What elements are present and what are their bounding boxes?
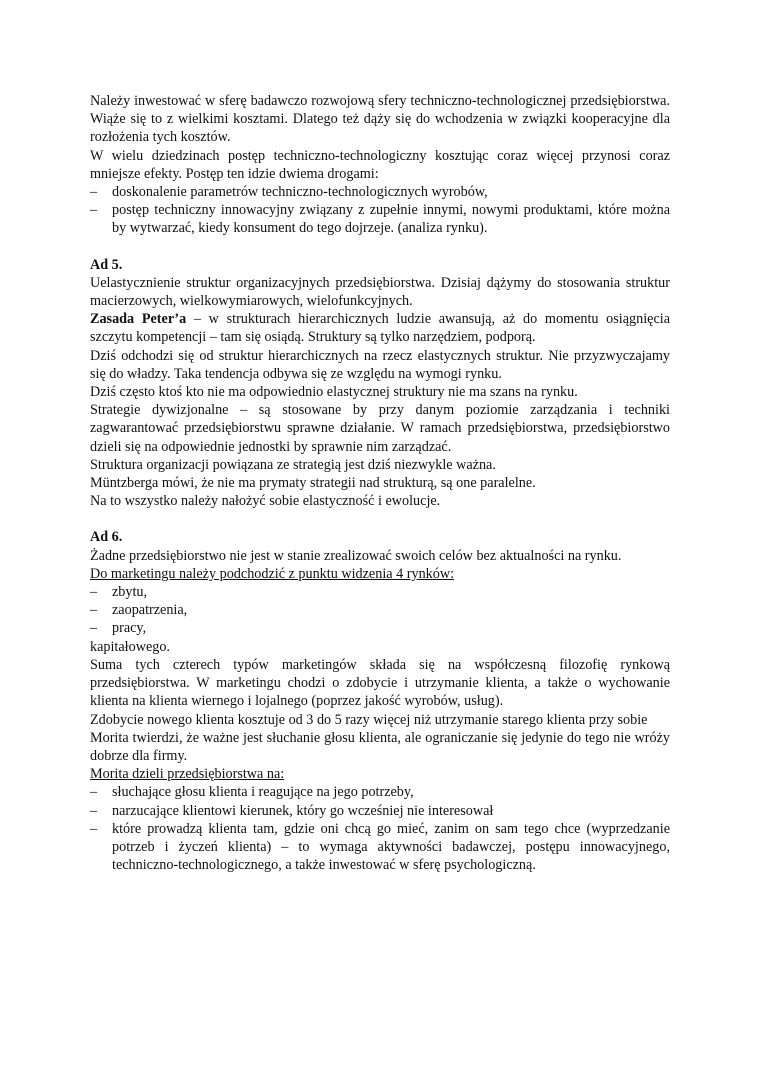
list-item: – narzucające klientowi kierunek, który go wcześniej nie interesował [90, 802, 494, 819]
section-heading-ad6: Ad 6. [90, 529, 123, 546]
list-item: – zaopatrzenia, [90, 602, 188, 619]
peter-principle-term: Zasada Peter’a [90, 311, 187, 328]
ad5-peter-principle: Zasada Peter’a – w strukturach hierarchicznych ludzie awansują, aż do momentu osiągnięcia szczytu kompetencji – tam się osiądą. Struktury są tylko narzędziem, podporą. [90, 311, 670, 346]
ad5-paragraph-3: Dziś odchodzi się od struktur hierarchicznych na rzecz elastycznych struktur. Nie przyzwyczajamy się do władzy. Taka tendencja odbywa się ze względu na wymogi rynku. [90, 347, 670, 382]
markets-list [90, 583, 670, 638]
dash-bullet: – [90, 620, 98, 637]
markets-last-item: kapitałowego. [90, 638, 170, 655]
list-item: – postęp techniczny innowacyjny związany z zupełnie innymi, nowymi produktami, które można by wytwarzać, kiedy konsument do tego dojrzeje. (analiza rynku). [90, 202, 670, 237]
morita-list [90, 783, 670, 874]
list-item: – pracy, [90, 620, 147, 637]
intro-paragraph-2: W wielu dziedzinach postęp techniczno-technologiczny kosztując coraz więcej przynosi coraz mniejsze efekty. Postęp ten idzie dwiema drogami: [90, 147, 670, 182]
ad5-paragraph-7: Müntzberga mówi, że nie ma prymaty strategii nad strukturą, są one paralelne. [90, 475, 536, 492]
ad6-paragraph-1: Żadne przedsiębiorstwo nie jest w stanie zrealizować swoich celów bez aktualności na rynku. [90, 547, 622, 564]
ad5-paragraph-4: Dziś często ktoś kto nie ma odpowiednio elastycznej struktury nie ma szans na rynku. [90, 384, 578, 401]
list-item: – doskonalenie parametrów techniczno-technologicznych wyrobów, [90, 184, 488, 201]
ad5-paragraph-8: Na to wszystko należy nałożyć sobie elastyczność i ewolucje. [90, 493, 441, 510]
ad6-paragraph-4: Morita twierdzi, że ważne jest słuchanie głosu klienta, ale ograniczanie się jedynie do tego nie wróży dobrze dla firmy. [90, 729, 670, 764]
dash-bullet: – [90, 202, 98, 219]
list-item: – słuchające głosu klienta i reagujące na jego potrzeby, [90, 784, 414, 801]
dash-bullet: – [90, 184, 98, 201]
dash-bullet: – [90, 802, 98, 819]
list-item: – zbytu, [90, 584, 148, 601]
list-item: – które prowadzą klienta tam, gdzie oni chcą go mieć, zanim on sam tego chce (wyprzedzanie potrzeb i życzeń klienta) – to wymaga aktywności badawczej, postępu innowacyjnego, techniczno-technologicznego, a także inwestować w sferę psychologiczną. [90, 820, 670, 874]
dash-bullet: – [90, 784, 98, 801]
ad6-paragraph-3: Zdobycie nowego klienta kosztuje od 3 do 5 razy więcej niż utrzymanie starego klienta przy sobie [90, 711, 648, 728]
ad5-paragraph-5: Strategie dywizjonalne – są stosowane by przy danym poziomie zarządzania i techniki zagwarantować przedsiębiorstwu sprawne działanie. W ramach przedsiębiorstwa, przedsiębiorstwo dzieli się na odpowiednie jednostki by sprawnie nim zarządzać. [90, 402, 670, 455]
markets-intro: Do marketingu należy podchodzić z punktu widzenia 4 rynków: [90, 565, 455, 582]
dash-bullet: – [90, 602, 98, 619]
morita-intro: Morita dzieli przedsiębiorstwa na: [90, 766, 285, 783]
ad5-paragraph-6: Struktura organizacji powiązana ze strategią jest dziś niezwykle ważna. [90, 456, 496, 473]
dash-bullet: – [90, 584, 98, 601]
development-paths-list [90, 183, 670, 238]
intro-paragraph-1: Należy inwestować w sferę badawczo rozwojową sfery techniczno-technologicznej przedsiębiorstwa. Wiąże się to z wielkimi kosztami. Dlatego też dąży się do wchodzenia w związki kooperacyjne dla rozłożenia tych kosztów. [90, 93, 670, 146]
dash-bullet: – [90, 820, 98, 837]
ad5-paragraph-1: Uelastycznienie struktur organizacyjnych przedsiębiorstwa. Dzisiaj dążymy do stosowania struktur macierzowych, wielkowymiarowych, wielofunkcyjnych. [90, 274, 670, 310]
document-body [90, 92, 670, 874]
ad6-paragraph-2: Suma tych czterech typów marketingów składa się na współczesną filozofię rynkową przedsiębiorstwa. W marketingu chodzi o zdobycie i utrzymanie klienta, a także o wychowanie klienta na klienta wiernego i lojalnego (poprzez jakość wyrobów, usług). [90, 656, 670, 710]
section-heading-ad5: Ad 5. [90, 256, 123, 273]
